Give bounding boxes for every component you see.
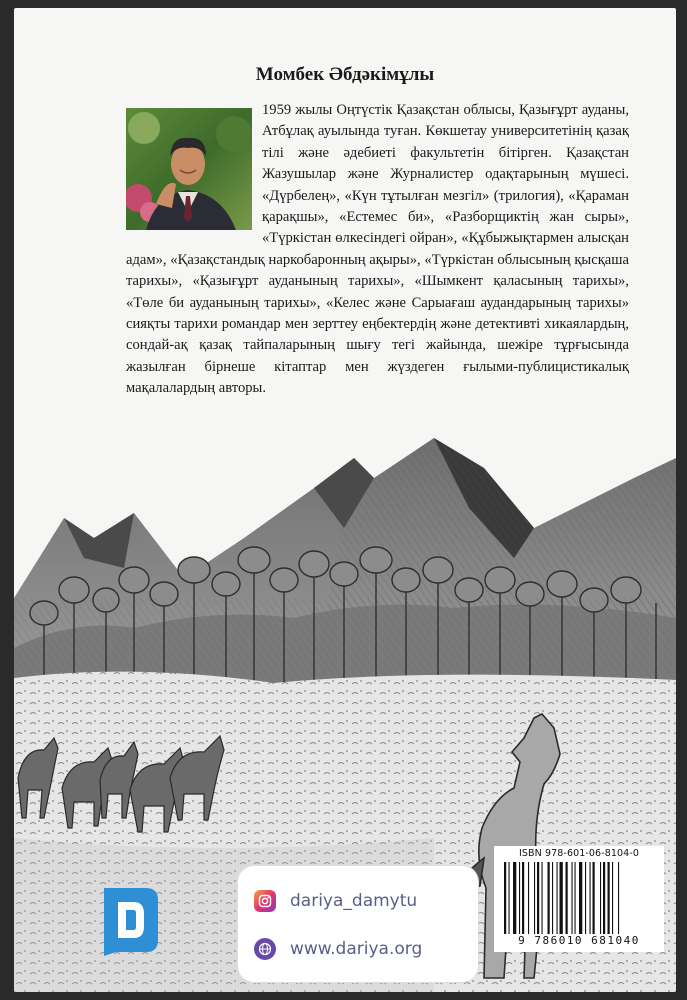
globe-icon xyxy=(254,938,276,960)
author-photo xyxy=(126,108,252,230)
barcode-number: 9 786010 681040 xyxy=(518,934,640,947)
social-links-card xyxy=(238,866,478,982)
bio-text: 1959 жылы Оңтүстік Қазақстан облысы, Қазығұрт ауданы, Атбұлақ ауылында туған. Көкшетау университетінің қазақ тілі және әдебиеті факультетін бітірген. Қазақстан Жазушылар және Журналистер одақтарының мүшесі. «Дүрбелең», «Күн тұтылған мезгіл» (трилогия), «Қараман қарақшы», «Естемес би», «Разборщиктің жан сыры», «Түркістан өлкесіндегі ойран», «Құбыжықтармен алысқан адам», «Қазақстандық наркобаронның ақыры», «Түркістан облысының қысқаша тарихы», «Қазығұрт ауданының тарихы», «Шымкент қаласының тарихы», «Төле би ауданының тарихы», «Келес және Сарыағаш аудандарының тарихы» сияқты тарихи романдар мен зерттеу еңбектердің және детективті хикаялардың, сондай-ақ қазақ тайпаларының шығу тегі жайында, шежіре тұрғысында жазылған бірнеше кітаптар мен жүздеген ғылыми-публицистикалық мақалалардың авторы. xyxy=(126,102,629,397)
author-bio xyxy=(126,100,629,400)
instagram-link[interactable] xyxy=(254,890,417,912)
dariya-logo xyxy=(96,884,162,958)
isbn-barcode xyxy=(494,846,664,952)
isbn-text: ISBN 978-601-06-8104-0 xyxy=(519,848,639,859)
website-url: www.dariya.org xyxy=(290,939,423,959)
author-name: Момбек Әбдәкімұлы xyxy=(255,64,435,85)
instagram-icon xyxy=(254,890,276,912)
back-cover xyxy=(14,8,676,992)
barcode-bars xyxy=(504,862,656,934)
instagram-handle: dariya_damytu xyxy=(290,891,418,911)
website-link[interactable] xyxy=(254,938,422,960)
